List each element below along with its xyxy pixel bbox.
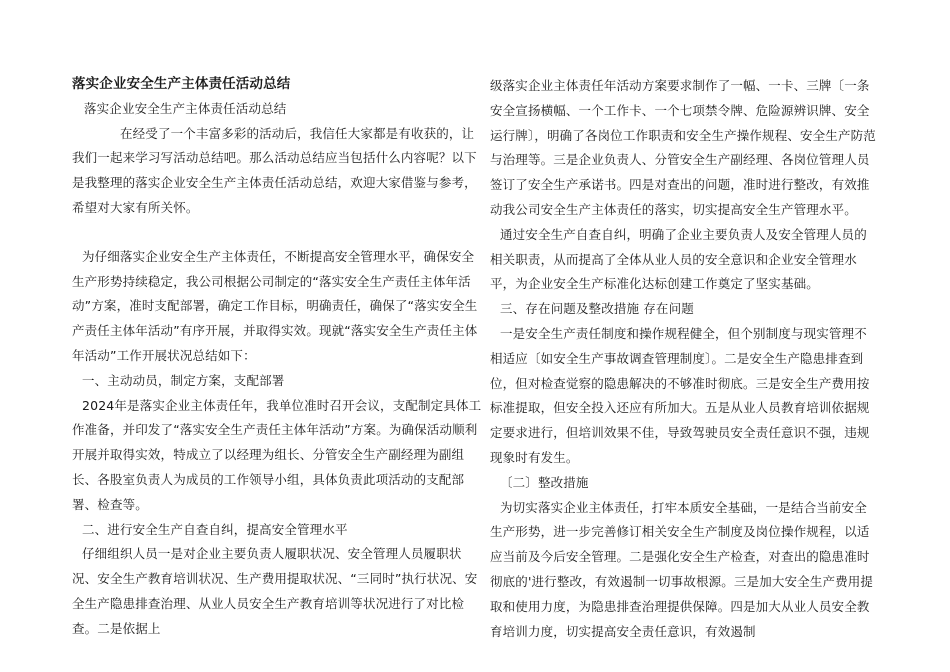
intro-paragraph: 在经受了一个丰富多彩的活动后，我信任大家都是有收获的，让我们一起来学习写活动总结吧。那么活动总结应当包括什么内容呢？以下是我整理的落实企业安全生产主体责任活动总结，欢迎大家借鉴与参考，希望对大家有所关怀。 <box>72 125 477 215</box>
body-paragraph: 一是安全生产责任制度和操作规程健全，但个别制度与现实管理不相适应〔如安全生产事故调查管理制度〕。二是安全生产隐患排查到位，但对检查觉察的隐患解决的不够准时彻底。三是安全生产费用按标准提取，但安全投入还应有所加大。五是从业人员教育培训依据规定要求进行，但培训效果不佳，导致驾驶员安全责任意识不强，违规现象时有发生。 <box>490 325 870 465</box>
section-heading-2: 二、进行安全生产自查自纠，提高安全管理水平 <box>82 521 348 537</box>
subsection-heading: 〔二〕整改措施 <box>500 474 589 490</box>
section-heading-3: 三、存在问题及整改措施 存在问题 <box>500 301 694 317</box>
body-paragraph: 2024年是落实企业主体责任年，我单位准时召开会议，支配制定具体工作准备，并印发了“落实安全生产责任主体年活动”方案。为确保活动顺利开展并取得实效，特成立了以经理为组长、分管安全生产副经理为副组长、各股室负责人为成员的工作领导小组，具体负责此项活动的支配部署、检查等。 <box>72 397 482 512</box>
body-paragraph: 仔细组织人员一是对企业主要负责人履职状况、安全管理人员履职状况、安全生产教育培训状况、生产费用提取状况、“三同时”执行状况、安全生产隐患排查治理、从业人员安全生产教育培训等状况进行了对比检查。二是依据上 <box>72 546 478 636</box>
section-heading-1: 一、主动动员，制定方案，支配部署 <box>82 372 285 388</box>
right-column <box>490 74 878 644</box>
left-column <box>72 72 482 642</box>
document-subtitle: 落实企业安全生产主体责任活动总结 <box>84 100 287 116</box>
body-paragraph: 通过安全生产自查自纠，明确了企业主要负责人及安全管理人员的相关职责，从而提高了全体从业人员的安全意识和企业安全管理水平，为企业安全生产标准化达标创建工作奠定了坚实基础。 <box>490 226 867 292</box>
body-paragraph: 为切实落实企业主体责任，打牢本质安全基础，一是结合当前安全生产形势，进一步完善修订相关安全生产制度及岗位操作规程，以适应当前及今后安全管理。二是强化安全生产检查，对查出的隐患准时彻底的'进行整改，有效遏制一切事故根源。三是加大安全生产费用提取和使用力度，为隐患排查治理提供保障。四是加大从业人员安全教育培训力度，切实提高安全责任意识，有效遏制 <box>490 499 874 639</box>
body-paragraph: 为仔细落实企业安全生产主体责任，不断提高安全管理水平，确保安全生产形势持续稳定，我公司根据公司制定的“落实安全生产责任主体年活动”方案，准时支配部署，确定工作目标，明确责任，确保了“落实安全生产责任主体年活动”有序开展，并取得实效。现就“落实安全生产责任主体年活动”工作开展状况总结如下： <box>72 248 478 363</box>
body-paragraph-continued: 级落实企业主体责任年活动方案要求制作了一幅、一卡、三牌〔一条安全宣扬横幅、一个工作卡、一个七项禁令牌、危险源辨识牌、安全运行牌〕，明确了各岗位工作职责和安全生产操作规程、安全生产防范与治理等。三是企业负责人、分管安全生产副经理、各岗位管理人员签订了安全生产承诺书。四是对查出的问题，准时进行整改，有效推动我公司安全生产主体责任的落实，切实提高安全生产管理水平。 <box>490 78 876 217</box>
document-title: 落实企业安全生产主体责任活动总结 <box>72 76 291 92</box>
paragraph-gap <box>72 221 482 245</box>
